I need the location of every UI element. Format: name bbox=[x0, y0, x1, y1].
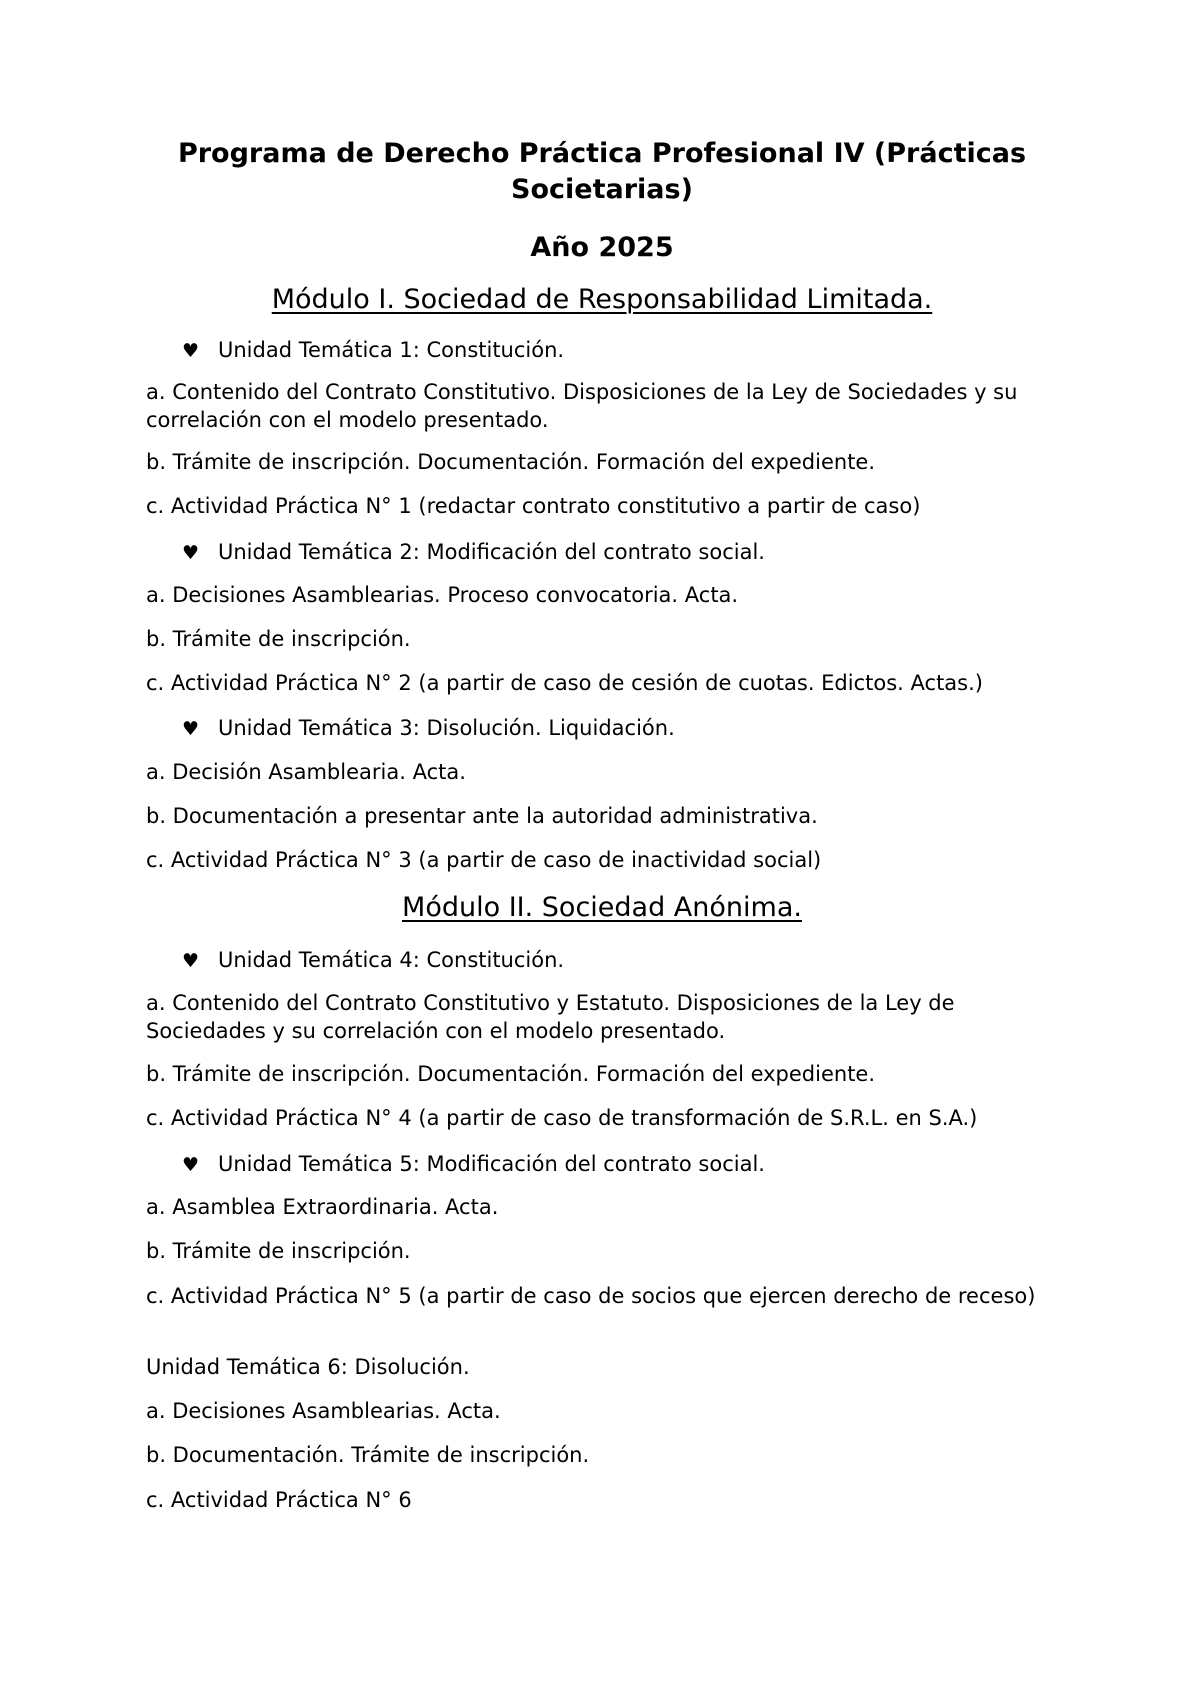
unit-2-heading bbox=[182, 538, 765, 567]
list-item: c. Actividad Práctica N° 3 (a partir de caso de inactividad social) bbox=[146, 848, 822, 872]
list-item: a. Contenido del Contrato Constitutivo. Disposiciones de la Ley de Sociedades y su correlación con el modelo presentado. bbox=[146, 380, 1018, 432]
document-title: Programa de Derecho Práctica Profesional IV (Prácticas Societarias) bbox=[177, 138, 1027, 205]
list-item: b. Trámite de inscripción. Documentación. Formación del expediente. bbox=[146, 450, 876, 474]
list-item: b. Documentación a presentar ante la autoridad administrativa. bbox=[146, 804, 818, 828]
unit-6-title: Unidad Temática 6: Disolución. bbox=[146, 1355, 470, 1379]
list-item: b. Trámite de inscripción. bbox=[146, 627, 411, 651]
unit-3-heading bbox=[182, 714, 675, 743]
list-item: b. Trámite de inscripción. bbox=[146, 1239, 411, 1263]
list-item: c. Actividad Práctica N° 6 bbox=[146, 1488, 412, 1512]
unit-1-heading bbox=[182, 336, 564, 365]
list-item: c. Actividad Práctica N° 5 (a partir de caso de socios que ejercen derecho de receso) bbox=[146, 1284, 1036, 1308]
heart-bullet-icon: ♥ bbox=[182, 1154, 200, 1176]
unit-3-title: Unidad Temática 3: Disolución. Liquidación. bbox=[218, 716, 675, 740]
list-item: b. Documentación. Trámite de inscripción. bbox=[146, 1443, 590, 1467]
list-item: a. Asamblea Extraordinaria. Acta. bbox=[146, 1195, 499, 1219]
unit-1-title: Unidad Temática 1: Constitución. bbox=[218, 338, 565, 362]
list-item: c. Actividad Práctica N° 2 (a partir de caso de cesión de cuotas. Edictos. Actas.) bbox=[146, 671, 983, 695]
module-2-heading: Módulo II. Sociedad Anónima. bbox=[402, 892, 802, 923]
unit-4-heading bbox=[182, 946, 564, 975]
list-item: a. Contenido del Contrato Constitutivo y Estatuto. Disposiciones de la Ley de Sociedades y su correlación con el modelo presentado. bbox=[146, 991, 955, 1043]
list-item: c. Actividad Práctica N° 1 (redactar contrato constitutivo a partir de caso) bbox=[146, 494, 921, 518]
list-item: a. Decisión Asamblearia. Acta. bbox=[146, 760, 466, 784]
heart-bullet-icon: ♥ bbox=[182, 340, 200, 362]
list-item: b. Trámite de inscripción. Documentación. Formación del expediente. bbox=[146, 1062, 876, 1086]
unit-5-heading bbox=[182, 1150, 765, 1179]
heart-bullet-icon: ♥ bbox=[182, 542, 200, 564]
list-item: a. Decisiones Asamblearias. Acta. bbox=[146, 1399, 501, 1423]
document-year: Año 2025 bbox=[530, 232, 674, 263]
heart-bullet-icon: ♥ bbox=[182, 718, 200, 740]
list-item: a. Decisiones Asamblearias. Proceso convocatoria. Acta. bbox=[146, 583, 739, 607]
list-item: c. Actividad Práctica N° 4 (a partir de caso de transformación de S.R.L. en S.A.) bbox=[146, 1106, 978, 1130]
unit-5-title: Unidad Temática 5: Modificación del contrato social. bbox=[218, 1152, 765, 1176]
unit-2-title: Unidad Temática 2: Modificación del contrato social. bbox=[218, 540, 765, 564]
unit-4-title: Unidad Temática 4: Constitución. bbox=[218, 948, 565, 972]
module-1-heading: Módulo I. Sociedad de Responsabilidad Limitada. bbox=[271, 284, 933, 315]
heart-bullet-icon: ♥ bbox=[182, 950, 200, 972]
